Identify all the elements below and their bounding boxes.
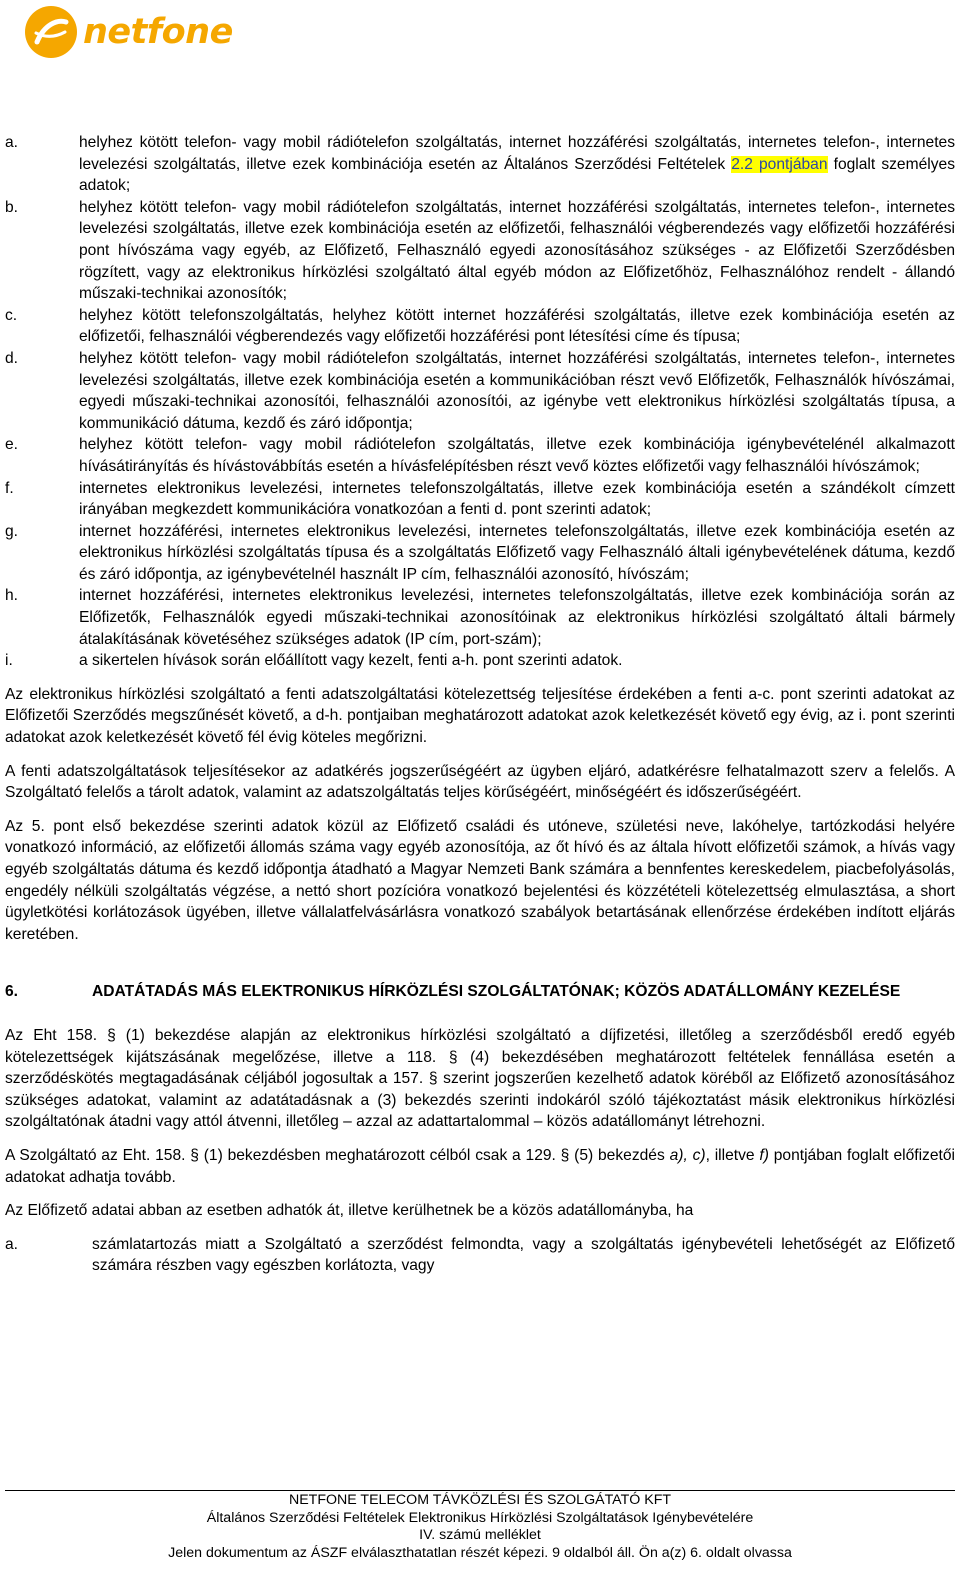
list-item <box>5 585 955 650</box>
highlighted-reference: 2.2 pontjában <box>731 155 828 173</box>
paragraph-data-forwarding: A Szolgáltató az Eht. 158. § (1) bekezdésben meghatározott célból csak a 129. § (5) bekezdés a), c), illetve f) pontjában foglalt előfizetői adatokat adhatja tovább. <box>5 1146 955 1186</box>
paragraph-conditions: Az Előfizető adatai abban az esetben adhatók át, illetve kerülhetnek be a közös adatállományba, ha <box>5 1202 694 1220</box>
footer-page-info: Jelen dokumentum az ÁSZF elválaszthatatlan részét képezi. 9 oldalból áll. Ön a(z) 6. oldalt olvassa <box>168 1544 792 1561</box>
list-item-text: internetes elektronikus levelezési, internetes telefonszolgáltatás, illetve ezek kombinációja esetén a szándékolt címzett irányában megkezdett kommunikációra vonatkozóan a fenti d. pont szerinti adatok; <box>79 479 955 519</box>
list-item-text: helyhez kötött telefon- vagy mobil rádiótelefon szolgáltatás, internet hozzáférési szolgáltatás, internetes telefon-, internetes levelezési szolgáltatás, illetve ezek kombinációja esetén az előfizetői, felhasználói végberendezés vagy előfizetői hozzáférési pont hívószáma vagy egyéb, az Előfizető, Felhasználó egyedi azonosításához szükséges - az Előfizetői Szerződésben rögzített, vagy az elektronikus hírközlési szolgáltató által egyéb módon az Előfizetőhöz, Felhasználóhoz rendelt - állandó műszaki-technikai azonosítók; <box>79 198 955 303</box>
list-item <box>5 348 955 434</box>
footer-company: NETFONE TELECOM TÁVKÖZLÉSI ÉS SZOLGÁTATÓ KFT <box>288 1492 672 1508</box>
list-item <box>5 1234 955 1277</box>
list-item-text: helyhez kötött telefon- vagy mobil rádiótelefon szolgáltatás, internet hozzáférési szolgáltatás, internetes telefon-, internetes levelezési szolgáltatás, illetve ezek kombinációja esetén az Általános Szerződési Feltételek 2.2 pontjában foglalt személyes adatok; <box>79 134 955 195</box>
paragraph-responsibility: A fenti adatszolgáltatások teljesítésekor az adatkérés jogszerűségéért az ügyben eljáró, adatkérésre felhatalmazott szerv a felelős. A Szolgáltató felelős a tárolt adatok, valamint az adatszolgáltatás teljes körűségéért, minőségéért és időszerűségéért. <box>5 762 955 802</box>
section-number: 6. <box>5 983 19 1001</box>
footer-divider <box>5 1490 955 1491</box>
paragraph-retention: Az elektronikus hírközlési szolgáltató a fenti adatszolgáltatási kötelezettség teljesítése érdekében a fenti a-c. pont szerinti adatokat az Előfizetői Szerződés megszűnését követő, a d-h. pontjaiban meghatározott adatokat azok keletkezését követő egy évig, az i. pont szerinti adatokat azok keletkezését követő fél évig köteles megőrizni. <box>5 685 955 747</box>
list-item <box>5 132 955 197</box>
list-item-text: internet hozzáférési, internetes elektronikus levelezési, internetes telefonszolgáltatás, illetve ezek kombinációja esetén az elektronikus hírközlési szolgáltatás típusa és a szolgáltatás Előfizető vagy Felhasználó általi igénybevételének dátuma, kezdő és záró időpontja, az igénybevételnél használt IP cím, felhasználói azonosító, hívószám; <box>79 522 955 583</box>
list-item-label: g. <box>5 522 19 540</box>
list-item-label: c. <box>5 306 18 324</box>
list-item <box>5 434 955 477</box>
list-item <box>5 650 955 672</box>
list-item-label: e. <box>5 436 19 454</box>
footer-annex: IV. számú melléklet <box>419 1527 541 1543</box>
list-item <box>5 305 955 348</box>
list-item-label: a. <box>5 134 19 151</box>
list-item <box>5 478 955 521</box>
list-item-label: d. <box>5 349 19 367</box>
netfone-logo-icon <box>24 5 78 59</box>
section-title: ADATÁTADÁS MÁS ELEKTRONIKUS HÍRKÖZLÉSI SZOLGÁLTATÓNAK; KÖZÖS ADATÁLLOMÁNY KEZELÉSE <box>92 983 901 1001</box>
netfone-logo <box>24 4 233 60</box>
list-item-label: f. <box>5 479 14 497</box>
section-heading <box>5 981 955 1003</box>
paragraph-mnb-transfer: Az 5. pont első bekezdése szerinti adatok közül az Előfizető családi és utóneve, születési neve, lakóhelye, tartózkodási helyére vonatkozó információ, az előfizetői állomás száma vagy egyéb azonosítója, az őt hívó és az általa hívott előfizetői számok, a hívás vagy egyéb szolgáltatás dátuma és kezdő időpontja átadható a Magyar Nemzeti Bank számára a bennfentes kereskedelem, piacbefolyásolás, engedély nélküli szolgáltatás végzése, a nettó short pozícióra vonatkozó bejelentési és közzétételi kötelezettség elmulasztása, a short ügyletkötési korlátozások ügyében, illetve vállalatfelvásárlásra vonatkozó szabályok betartásának ellenőrzése érdekében indított eljárás keretében. <box>5 817 955 943</box>
footer-document-title: Általános Szerződési Feltételek Elektronikus Hírközlési Szolgáltatások Igénybevételére <box>206 1509 754 1526</box>
logo-text: netfone <box>83 12 233 52</box>
list-item <box>5 521 955 586</box>
document-body <box>5 132 955 1277</box>
list-item-text: a sikertelen hívások során előállított vagy kezelt, fenti a-h. pont szerinti adatok. <box>79 652 623 670</box>
page-footer <box>5 1492 955 1562</box>
list-item-text: helyhez kötött telefon- vagy mobil rádiótelefon szolgáltatás, internet hozzáférési szolgáltatás, internetes telefon-, internetes levelezési szolgáltatás, illetve ezek kombinációja esetén a kommunikációban részt vevő Előfizetők, Felhasználók hívószámai, egyedi műszaki-technikai azonosítói, felhasználói azonosítói, az igénybe vett elektronikus hírközlési szolgáltatás típusa, a kommunikáció dátuma, kezdő és záró időpontja; <box>79 349 955 432</box>
list-item-label: a. <box>5 1235 19 1253</box>
list-item-label: h. <box>5 587 19 605</box>
list-item-label: b. <box>5 198 19 216</box>
list-item-text: helyhez kötött telefon- vagy mobil rádiótelefon szolgáltatás, illetve ezek kombinációja igénybevételénél alkalmazott hívásátirányítás és hívástovábbítás esetén a hívásfelépítésben részt vevő köztes előfizetői vagy felhasználói hívószámok; <box>79 436 955 475</box>
list-item-label: i. <box>5 652 13 670</box>
list-item <box>5 197 955 305</box>
list-item-text: számlatartozás miatt a Szolgáltató a szerződést felmondta, vagy a szolgáltatás igénybevételi lehetőségét az Előfizető számára részben vagy egészben korlátozta, vagy <box>92 1235 955 1275</box>
paragraph-eht-158: Az Eht 158. § (1) bekezdése alapján az elektronikus hírközlési szolgáltató a díjfizetési, illetőleg a szerződésből eredő egyéb kötelezettségek kijátszásának megelőzése, illetve a 118. § (4) bekezdésében meghatározott feltételek fennállása esetén a szerződéskötés megtagadásának céljából jogosultak a 157. § szerint jogszerűen kezelhető adatok köréből az Előfizető azonosításához szükséges adatokat, valamint az adatátadásnak a (3) bekezdés szerinti indokáról szóló tájékoztatást másik elektronikus hírközlési szolgáltatónak átadni vagy attól átvenni, illetőleg – azzal az adattartalommal – közös adatállományt létrehozni. <box>5 1026 955 1131</box>
list-item-text: internet hozzáférési, internetes elektronikus levelezési, internetes telefonszolgáltatás, illetve ezek kombinációja során az Előfizetők, Felhasználók egyedi műszaki-technikai azonosítóinak az elektronikus hírközlési szolgáltató általi bármely átalakításának követéséhez szükséges adatok (IP cím, port-szám); <box>79 587 955 648</box>
list-item-text: helyhez kötött telefonszolgáltatás, helyhez kötött internet hozzáférési szolgáltatás, illetve ezek kombinációja esetén az előfizetői, felhasználói végberendezés vagy előfizetői hozzáférési pont létesítési címe és típusa; <box>79 306 955 346</box>
